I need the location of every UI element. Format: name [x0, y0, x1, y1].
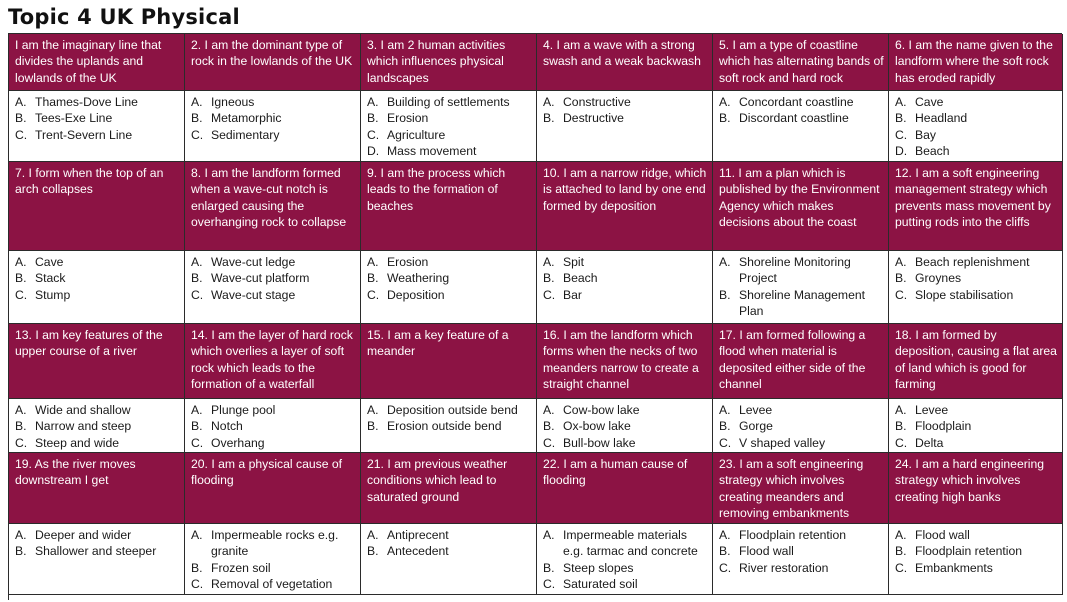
option-letter: A.: [367, 95, 379, 109]
option-letter: A.: [895, 403, 907, 417]
answer-options-cell: [537, 251, 713, 324]
option-text: Building of settlements: [387, 95, 510, 109]
option-text: Wide and shallow: [35, 403, 131, 417]
option-text: Wave-cut ledge: [211, 255, 296, 269]
answer-options-cell: [537, 524, 713, 595]
answer-options-list: [719, 402, 884, 451]
question-cell: 4. I am a wave with a strong swash and a weak backwash: [537, 34, 713, 91]
option-letter: B.: [367, 111, 379, 126]
answer-option: [191, 418, 356, 434]
option-letter: A.: [367, 403, 379, 417]
option-text: Wave-cut platform: [211, 271, 310, 286]
option-text: Flood wall: [739, 544, 794, 559]
question-cell: 16. I am the landform which forms when the necks of two meanders narrow to create a straight channel: [537, 324, 713, 399]
option-letter: B.: [719, 544, 731, 559]
option-text: Sedimentary: [211, 127, 280, 142]
option-letter: C.: [191, 127, 204, 142]
answer-option: [191, 402, 356, 418]
question-cell: 2. I am the dominant type of rock in the lowlands of the UK: [185, 34, 361, 91]
answer-option: [719, 110, 884, 126]
option-text: River restoration: [739, 560, 829, 575]
answer-option: [15, 270, 180, 286]
answer-options-list: [895, 254, 1058, 303]
option-text: Spit: [563, 255, 585, 269]
option-letter: B.: [719, 111, 731, 126]
answer-options-list: [719, 527, 884, 576]
answer-option: [367, 270, 532, 286]
option-text: Beach: [915, 143, 950, 158]
option-text: Notch: [211, 419, 243, 434]
option-text: Floodplain retention: [915, 544, 1023, 559]
question-cell: 13. I am key features of the upper course of a river: [9, 324, 185, 399]
option-text: Gorge: [739, 419, 773, 434]
option-letter: B.: [895, 544, 907, 559]
option-text: Destructive: [563, 111, 624, 126]
option-letter: C.: [895, 287, 908, 302]
option-letter: B.: [895, 111, 907, 126]
question-cell: 10. I am a narrow ridge, which is attached to land by one end formed by deposition: [537, 162, 713, 251]
answer-option: [719, 435, 884, 451]
option-text: Impermeable materials e.g. tarmac and concrete: [563, 528, 698, 559]
question-cell: 23. I am a soft engineering strategy which involves creating meanders and removing embankments: [713, 453, 889, 524]
answer-options-list: [191, 94, 356, 143]
option-letter: C.: [543, 435, 556, 450]
option-text: Levee: [915, 403, 949, 417]
answer-options-cell: [9, 91, 185, 162]
option-letter: B.: [543, 271, 555, 286]
option-text: Erosion outside bend: [387, 419, 502, 434]
option-text: Shallower and steeper: [35, 544, 157, 559]
answer-options-cell: [713, 524, 889, 595]
option-letter: C.: [895, 560, 908, 575]
option-letter: C.: [895, 127, 908, 142]
quiz-grid: [8, 33, 1062, 600]
option-letter: C.: [543, 576, 556, 591]
option-letter: B.: [191, 111, 203, 126]
option-text: Discordant coastline: [739, 111, 849, 126]
answer-options-list: [543, 254, 708, 303]
answer-options-cell: [537, 91, 713, 162]
answer-options-cell: [185, 251, 361, 324]
option-text: Embankments: [915, 560, 993, 575]
answer-option: [543, 560, 708, 576]
answer-option: [895, 527, 1058, 543]
option-text: Constructive: [563, 95, 631, 109]
option-text: Bay: [915, 127, 937, 142]
option-text: Deeper and wider: [35, 528, 132, 542]
option-text: Deposition: [387, 287, 445, 302]
answer-option: [15, 254, 180, 270]
answer-options-list: [191, 254, 356, 303]
option-text: Slope stabilisation: [915, 287, 1014, 302]
option-text: Flood wall: [915, 528, 970, 542]
answer-option: [895, 287, 1058, 303]
answer-options-cell: [9, 399, 185, 453]
answer-option: [367, 287, 532, 303]
answer-option: [367, 527, 532, 543]
option-text: Shoreline Monitoring Project: [739, 255, 851, 286]
option-text: Headland: [915, 111, 968, 126]
option-letter: C.: [367, 287, 380, 302]
answer-option: [719, 418, 884, 434]
option-text: Erosion: [387, 255, 429, 269]
option-text: Wave-cut stage: [211, 287, 296, 302]
option-letter: C.: [543, 287, 556, 302]
option-text: Thames-Dove Line: [35, 95, 138, 109]
answer-option: [543, 527, 708, 560]
answer-option: [895, 543, 1058, 559]
question-cell: 24. I am a hard engineering strategy which involves creating high banks: [889, 453, 1063, 524]
answer-option: [543, 254, 708, 270]
answer-options-list: [719, 94, 884, 127]
question-cell: 9. I am the process which leads to the formation of beaches: [361, 162, 537, 251]
answer-option: [895, 143, 1058, 159]
answer-options-cell: [185, 524, 361, 595]
option-text: Antecedent: [387, 544, 449, 559]
option-letter: B.: [719, 419, 731, 434]
answer-option: [719, 254, 884, 287]
answer-option: [15, 94, 180, 110]
answer-option: [895, 435, 1058, 451]
answer-option: [15, 402, 180, 418]
option-text: Cave: [915, 95, 944, 109]
answer-option: [543, 110, 708, 126]
answer-option: [719, 402, 884, 418]
answer-options-cell: [361, 91, 537, 162]
question-cell: 18. I am formed by deposition, causing a flat area of land which is good for farming: [889, 324, 1063, 399]
answer-options-list: [367, 94, 532, 159]
option-letter: A.: [543, 528, 555, 542]
option-text: Erosion: [387, 111, 429, 126]
option-text: Stack: [35, 271, 66, 286]
answer-option: [543, 402, 708, 418]
answer-option: [543, 270, 708, 286]
option-text: Shoreline Management Plan: [739, 287, 866, 318]
question-cell: I am the imaginary line that divides the uplands and lowlands of the UK: [9, 34, 185, 91]
answer-option: [191, 110, 356, 126]
answer-option: [719, 94, 884, 110]
answer-options-list: [15, 402, 180, 451]
option-letter: A.: [15, 255, 27, 269]
answer-option: [191, 270, 356, 286]
option-letter: B.: [367, 419, 379, 434]
question-cell: 14. I am the layer of hard rock which overlies a layer of soft rock which leads to the formation of a waterfall: [185, 324, 361, 399]
option-letter: B.: [15, 111, 27, 126]
option-letter: A.: [895, 255, 907, 269]
option-text: Groynes: [915, 271, 962, 286]
option-letter: A.: [191, 255, 203, 269]
answer-options-cell: [9, 251, 185, 324]
option-letter: B.: [15, 419, 27, 434]
question-cell: 5. I am a type of coastline which has alternating bands of soft rock and hard rock: [713, 34, 889, 91]
answer-options-cell: [889, 91, 1063, 162]
answer-option: [191, 127, 356, 143]
answer-option: [367, 543, 532, 559]
question-cell: 22. I am a human cause of flooding: [537, 453, 713, 524]
option-text: Cow-bow lake: [563, 403, 640, 417]
answer-option: [367, 94, 532, 110]
option-text: Saturated soil: [563, 576, 638, 591]
option-text: Metamorphic: [211, 111, 282, 126]
option-letter: B.: [719, 287, 731, 302]
answer-option: [367, 418, 532, 434]
answer-option: [895, 254, 1058, 270]
option-text: Deposition outside bend: [387, 403, 518, 417]
option-text: Beach: [563, 271, 598, 286]
option-letter: B.: [191, 419, 203, 434]
answer-option: [543, 576, 708, 592]
option-letter: B.: [15, 544, 27, 559]
option-text: Steep and wide: [35, 435, 120, 450]
option-letter: A.: [15, 403, 27, 417]
answer-options-list: [543, 527, 708, 592]
answer-options-cell: [361, 399, 537, 453]
answer-options-cell: [361, 251, 537, 324]
answer-option: [191, 435, 356, 451]
answer-option: [543, 418, 708, 434]
answer-option: [895, 127, 1058, 143]
answer-options-list: [15, 94, 180, 143]
answer-options-cell: [185, 91, 361, 162]
question-cell: 15. I am a key feature of a meander: [361, 324, 537, 399]
option-letter: B.: [543, 419, 555, 434]
answer-options-list: [543, 94, 708, 127]
option-letter: A.: [15, 95, 27, 109]
question-cell: 3. I am 2 human activities which influences physical landscapes: [361, 34, 537, 91]
option-letter: B.: [367, 544, 379, 559]
answer-options-list: [15, 254, 180, 303]
answer-option: [543, 94, 708, 110]
page-title: Topic 4 UK Physical: [8, 5, 240, 29]
answer-options-cell: [889, 399, 1063, 453]
option-text: Weathering: [387, 271, 450, 286]
answer-options-cell: [889, 251, 1063, 324]
answer-option: [15, 527, 180, 543]
answer-option: [15, 127, 180, 143]
answer-option: [15, 110, 180, 126]
option-text: Concordant coastline: [739, 95, 854, 109]
question-cell: 7. I form when the top of an arch collapses: [9, 162, 185, 251]
answer-options-list: [719, 254, 884, 319]
option-text: Floodplain retention: [739, 528, 847, 542]
answer-option: [719, 560, 884, 576]
option-text: Narrow and steep: [35, 419, 132, 434]
answer-option: [719, 527, 884, 543]
option-text: Floodplain: [915, 419, 972, 434]
answer-option: [191, 576, 356, 592]
option-letter: B.: [543, 560, 555, 575]
option-letter: D.: [895, 143, 908, 158]
answer-options-list: [895, 94, 1058, 159]
answer-options-list: [543, 402, 708, 451]
answer-option: [895, 270, 1058, 286]
option-letter: A.: [895, 528, 907, 542]
option-text: Tees-Exe Line: [35, 111, 113, 126]
question-cell: 19. As the river moves downstream I get: [9, 453, 185, 524]
answer-option: [15, 435, 180, 451]
answer-options-list: [191, 527, 356, 592]
option-letter: C.: [15, 435, 28, 450]
option-text: Bull-bow lake: [563, 435, 636, 450]
answer-options-cell: [185, 399, 361, 453]
option-letter: A.: [895, 95, 907, 109]
option-letter: A.: [543, 95, 555, 109]
answer-options-list: [367, 402, 532, 435]
answer-option: [191, 560, 356, 576]
option-letter: C.: [191, 287, 204, 302]
option-letter: A.: [367, 255, 379, 269]
answer-option: [895, 94, 1058, 110]
answer-option: [543, 287, 708, 303]
question-cell: 17. I am formed following a flood when material is deposited either side of the channel: [713, 324, 889, 399]
answer-option: [367, 110, 532, 126]
option-letter: B.: [895, 419, 907, 434]
option-letter: B.: [191, 271, 203, 286]
answer-option: [15, 543, 180, 559]
option-text: Frozen soil: [211, 560, 271, 575]
answer-option: [895, 418, 1058, 434]
question-cell: 8. I am the landform formed when a wave-cut notch is enlarged causing the overhanging rock to collapse: [185, 162, 361, 251]
answer-option: [895, 110, 1058, 126]
option-letter: A.: [719, 255, 731, 269]
option-letter: A.: [191, 95, 203, 109]
option-letter: A.: [191, 528, 203, 542]
answer-option: [895, 402, 1058, 418]
answer-option: [367, 127, 532, 143]
option-letter: B.: [191, 560, 203, 575]
option-letter: C.: [719, 560, 732, 575]
answer-option: [15, 287, 180, 303]
option-text: Plunge pool: [211, 403, 276, 417]
answer-option: [895, 560, 1058, 576]
answer-options-list: [367, 254, 532, 303]
answer-options-list: [895, 527, 1058, 576]
option-letter: A.: [367, 528, 379, 542]
answer-options-cell: [361, 524, 537, 595]
option-letter: C.: [895, 435, 908, 450]
question-cell: 12. I am a soft engineering management strategy which prevents mass movement by putting rods into the cliffs: [889, 162, 1063, 251]
option-text: Beach replenishment: [915, 255, 1030, 269]
answer-option: [543, 435, 708, 451]
answer-option: [367, 402, 532, 418]
answer-option: [15, 418, 180, 434]
option-text: Cave: [35, 255, 64, 269]
answer-option: [719, 543, 884, 559]
option-letter: B.: [367, 271, 379, 286]
option-text: Ox-bow lake: [563, 419, 631, 434]
answer-options-cell: [713, 399, 889, 453]
option-letter: C.: [191, 435, 204, 450]
answer-options-list: [895, 402, 1058, 451]
option-text: Trent-Severn Line: [35, 127, 133, 142]
option-text: Overhang: [211, 435, 265, 450]
option-text: Antiprecent: [387, 528, 449, 542]
answer-options-cell: [9, 524, 185, 595]
question-cell: 20. I am a physical cause of flooding: [185, 453, 361, 524]
option-letter: A.: [191, 403, 203, 417]
option-letter: C.: [191, 576, 204, 591]
option-letter: A.: [15, 528, 27, 542]
option-text: Stump: [35, 287, 71, 302]
answer-options-cell: [889, 524, 1063, 595]
option-text: Impermeable rocks e.g. granite: [211, 528, 339, 559]
option-letter: C.: [719, 435, 732, 450]
answer-option: [719, 287, 884, 320]
option-letter: A.: [719, 403, 731, 417]
answer-option: [191, 527, 356, 560]
answer-option: [367, 143, 532, 159]
option-letter: B.: [895, 271, 907, 286]
option-text: Mass movement: [387, 143, 477, 158]
option-letter: A.: [543, 403, 555, 417]
option-text: Agriculture: [387, 127, 446, 142]
option-text: Removal of vegetation: [211, 576, 333, 591]
answer-options-cell: [537, 399, 713, 453]
option-text: Delta: [915, 435, 944, 450]
option-text: Igneous: [211, 95, 255, 109]
option-letter: B.: [543, 111, 555, 126]
option-letter: C.: [15, 287, 28, 302]
answer-options-list: [367, 527, 532, 560]
answer-option: [367, 254, 532, 270]
answer-option: [191, 254, 356, 270]
answer-option: [191, 287, 356, 303]
option-letter: C.: [15, 127, 28, 142]
option-letter: C.: [367, 127, 380, 142]
option-text: Steep slopes: [563, 560, 634, 575]
answer-option: [191, 94, 356, 110]
option-letter: A.: [719, 528, 731, 542]
answer-options-cell: [713, 251, 889, 324]
option-letter: A.: [543, 255, 555, 269]
answer-options-list: [15, 527, 180, 560]
option-letter: D.: [367, 143, 380, 158]
option-text: Bar: [563, 287, 582, 302]
option-text: Levee: [739, 403, 773, 417]
option-letter: B.: [15, 271, 27, 286]
question-cell: 6. I am the name given to the landform where the soft rock has eroded rapidly: [889, 34, 1063, 91]
answer-options-list: [191, 402, 356, 451]
question-cell: 11. I am a plan which is published by the Environment Agency which makes decisions about the coast: [713, 162, 889, 251]
answer-options-cell: [713, 91, 889, 162]
option-text: V shaped valley: [739, 435, 826, 450]
question-cell: 21. I am previous weather conditions which lead to saturated ground: [361, 453, 537, 524]
option-letter: A.: [719, 95, 731, 109]
